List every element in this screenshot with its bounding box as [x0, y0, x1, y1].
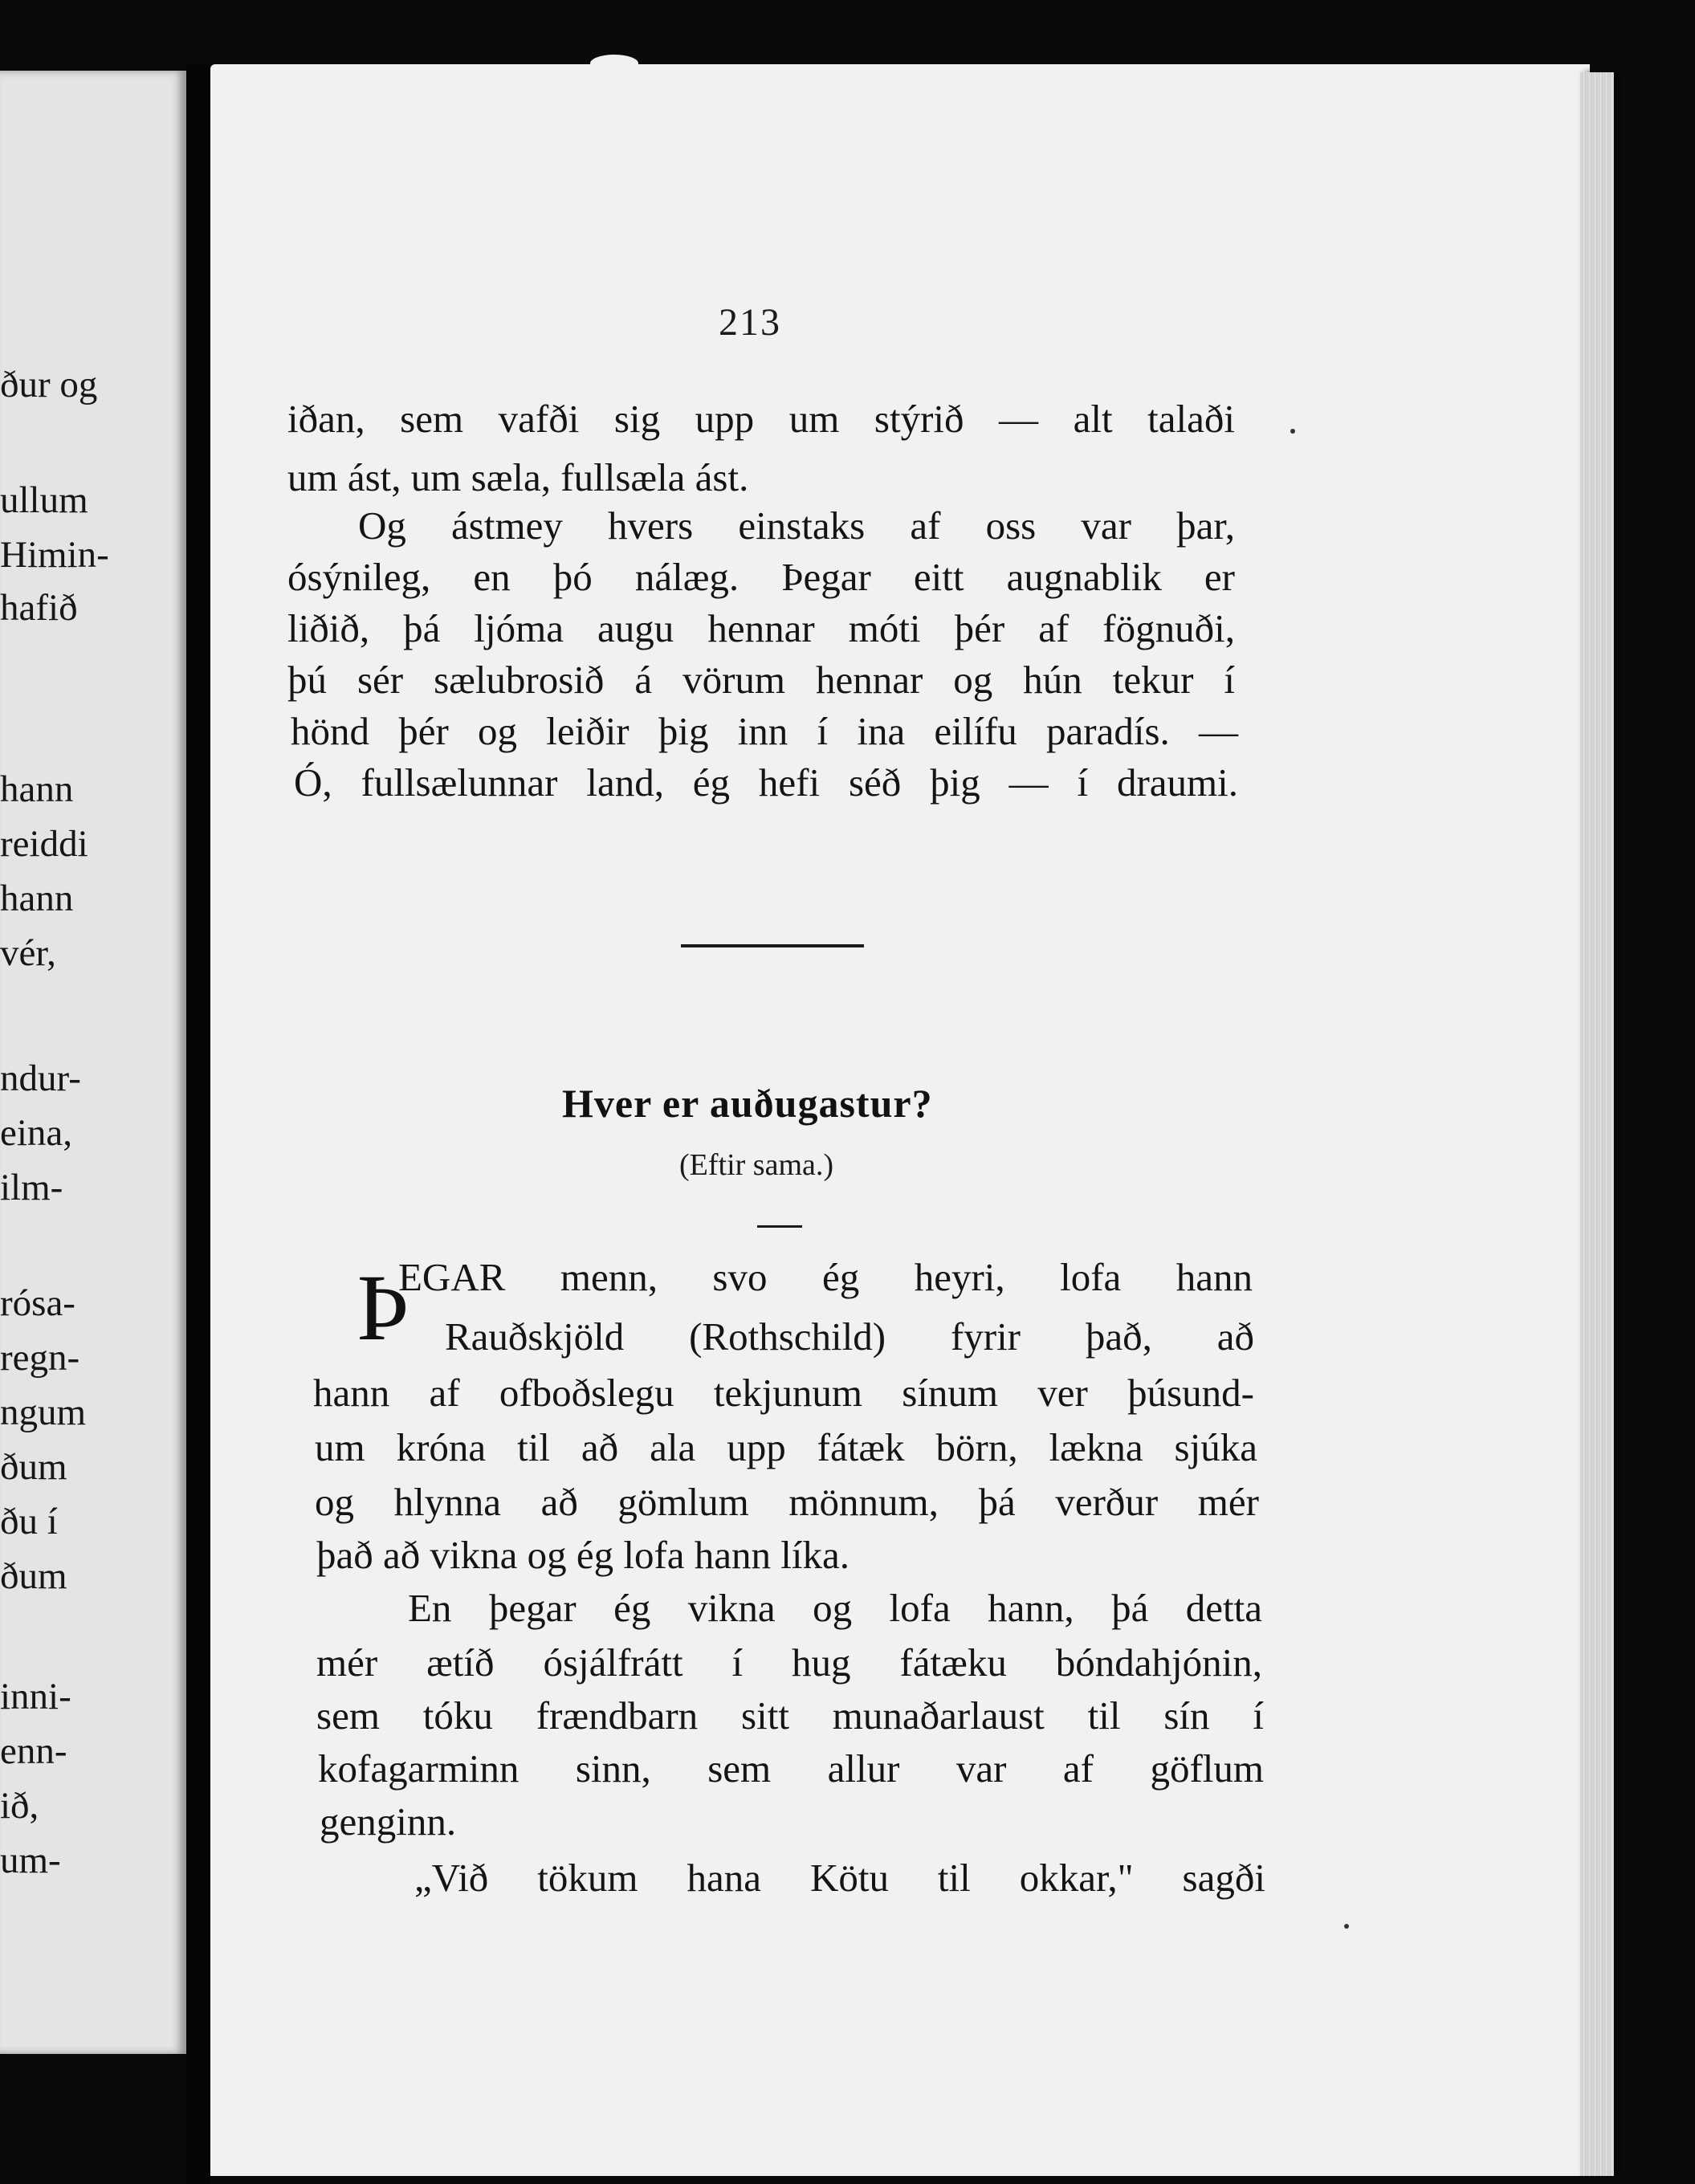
left-page-line: ðum [0, 1446, 67, 1488]
book-gutter [186, 64, 210, 2184]
left-page-line: enn- [0, 1730, 67, 1772]
body-line: hönd þér og leiðir þig inn í ina eilífu paradís. — [291, 709, 1238, 753]
section-byline: (Eftir sama.) [679, 1148, 834, 1182]
left-page-line: hann [0, 878, 74, 919]
section-divider [681, 944, 864, 947]
body-line: Rauðskjöld (Rothschild) fyrir það, að [445, 1314, 1254, 1359]
drop-cap: Þ [357, 1255, 409, 1360]
left-page-line: reiddi [0, 823, 88, 865]
body-line: um ást, um sæla, fullsæla ást. [287, 455, 749, 499]
body-line: það að vikna og ég lofa hann líka. [316, 1533, 850, 1577]
body-line: ósýnileg, en þó nálæg. Þegar eitt augnablik er [287, 555, 1235, 599]
left-page-line: rósa- [0, 1282, 75, 1324]
left-page-line: ið, [0, 1785, 39, 1827]
body-line: genginn. [320, 1799, 457, 1844]
body-line: iðan, sem vafði sig upp um stýrið — alt talaði [287, 397, 1235, 441]
body-line: um króna til að ala upp fátæk börn, lækna sjúka [315, 1425, 1257, 1469]
body-line: hann af ofboðslegu tekjunum sínum ver þúsund- [313, 1371, 1254, 1415]
body-line: kofagarminn sinn, sem allur var af göflum [318, 1746, 1264, 1791]
section-title: Hver er auðugastur? [562, 1081, 933, 1126]
body-line: Og ástmey hvers einstaks af oss var þar, [358, 503, 1235, 548]
title-rule [757, 1225, 802, 1228]
left-page-line: inni- [0, 1676, 71, 1717]
body-line: Ó, fullsælunnar land, ég hefi séð þig — í draumi. [294, 760, 1238, 805]
body-line: mér ætíð ósjálfrátt í hug fátæku bóndahjónin, [316, 1640, 1262, 1685]
body-line: þú sér sælubrosið á vörum hennar og hún tekur í [287, 658, 1235, 702]
left-page-line: vér, [0, 932, 56, 974]
left-page-line: ullum [0, 479, 88, 521]
body-line: sem tóku frændbarn sitt munaðarlaust til sín í [316, 1693, 1264, 1738]
left-page-line: hafið [0, 587, 78, 629]
left-page-line: ilm- [0, 1167, 63, 1208]
body-line: liðið, þá ljóma augu hennar móti þér af fögnuði, [287, 606, 1235, 650]
left-page-line: um- [0, 1840, 61, 1881]
left-page-line: Himin- [0, 534, 109, 576]
body-line: EGAR menn, svo ég heyri, lofa hann [398, 1255, 1253, 1299]
left-page-line: hann [0, 768, 74, 810]
spine-speck [590, 55, 638, 72]
body-line: „Við tökum hana Kötu til okkar," sagði [414, 1856, 1265, 1900]
left-page-line: ngum [0, 1391, 87, 1433]
left-page-line: ðu í [0, 1501, 58, 1542]
left-page-line: ndur- [0, 1057, 81, 1099]
facing-left-page [0, 71, 186, 2054]
left-page-line: eina, [0, 1112, 73, 1154]
page-edge [1580, 72, 1614, 2176]
left-page-line: ður og [0, 364, 98, 405]
dust-speck [1290, 429, 1295, 434]
body-line: og hlynna að gömlum mönnum, þá verður mér [315, 1480, 1259, 1524]
page-number: 213 [719, 301, 781, 344]
left-page-line: regn- [0, 1337, 80, 1379]
dust-speck [1344, 1924, 1349, 1929]
body-line: En þegar ég vikna og lofa hann, þá detta [408, 1586, 1262, 1630]
left-page-line: ðum [0, 1555, 67, 1597]
